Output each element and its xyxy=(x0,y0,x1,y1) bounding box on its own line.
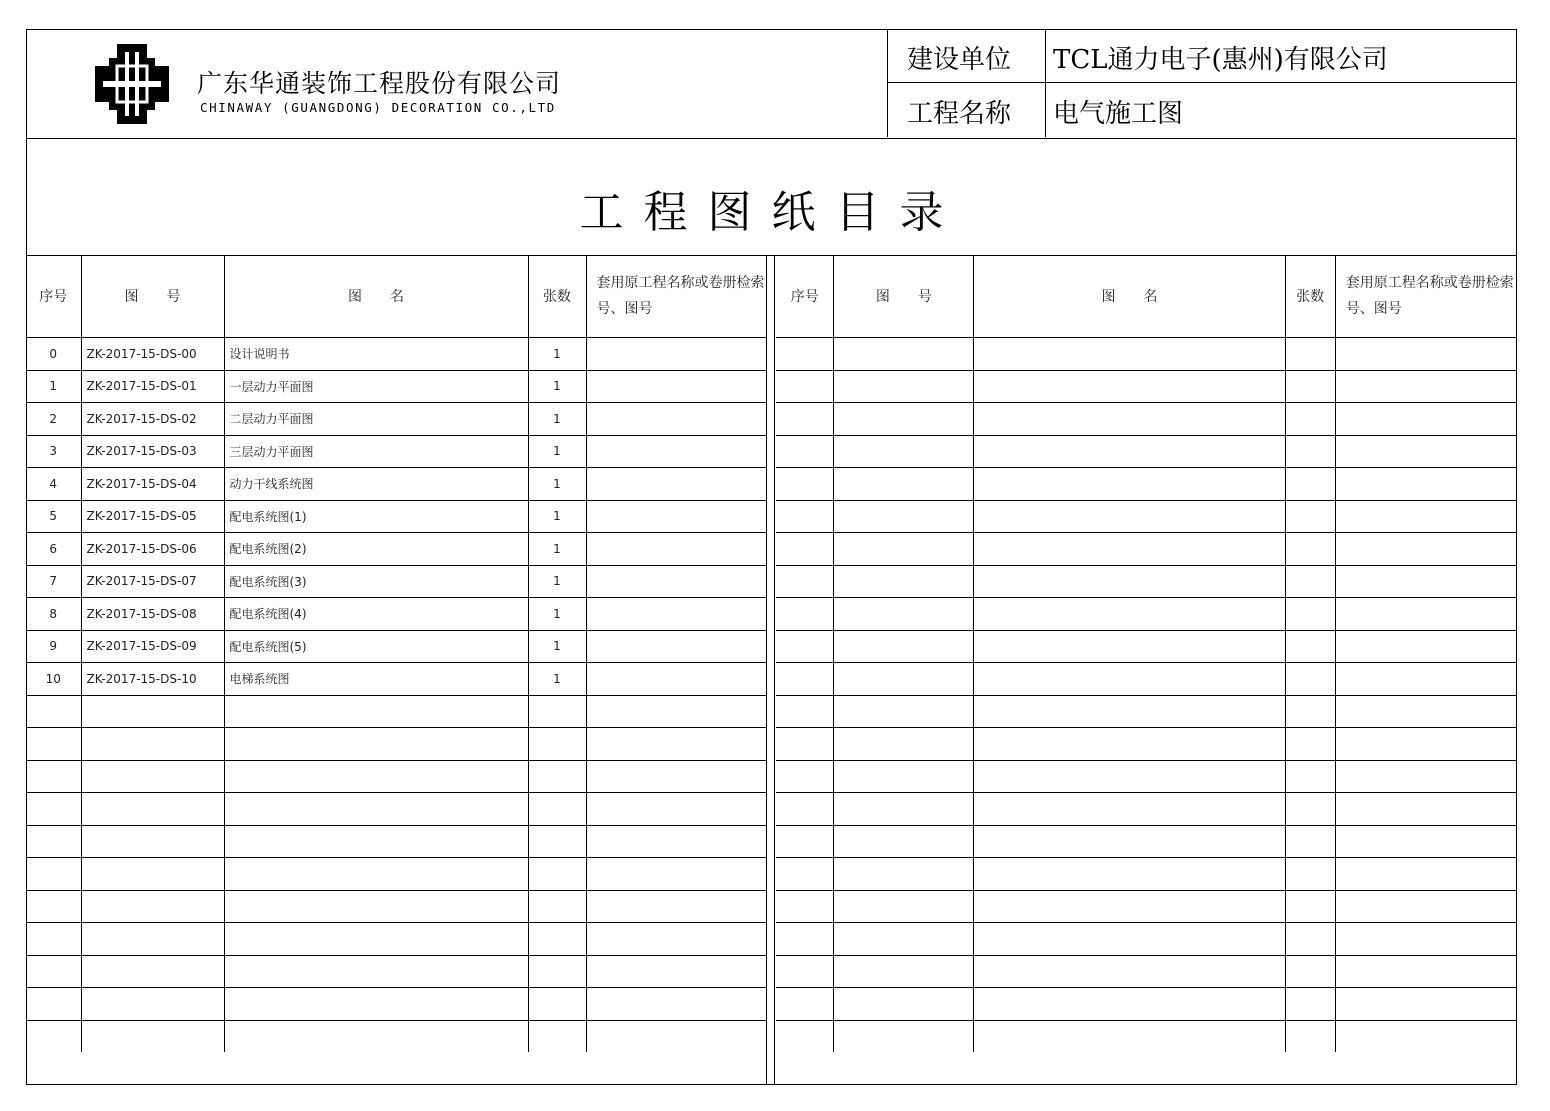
table-row xyxy=(776,435,1516,468)
cell-remark xyxy=(586,923,766,956)
cell-drawing-no xyxy=(834,890,974,923)
cell-drawing-no xyxy=(834,988,974,1021)
cell-drawing-no: ZK-2017-15-DS-00 xyxy=(81,338,224,371)
table-row xyxy=(776,728,1516,761)
cell-sheets xyxy=(1285,923,1335,956)
cell-drawing-name: 二层动力平面图 xyxy=(224,403,528,436)
table-row xyxy=(26,988,766,1021)
cell-drawing-name xyxy=(974,890,1286,923)
table-row xyxy=(26,760,766,793)
cell-seq xyxy=(776,955,834,988)
cell-seq: 7 xyxy=(26,565,81,598)
col-remark-header: 套用原工程名称或卷册检索号、图号 xyxy=(586,255,766,338)
cell-drawing-no: ZK-2017-15-DS-03 xyxy=(81,435,224,468)
cell-seq: 9 xyxy=(26,630,81,663)
cell-sheets xyxy=(1285,1020,1335,1052)
cell-sheets xyxy=(1285,630,1335,663)
cell-remark xyxy=(1335,533,1516,566)
cell-drawing-name xyxy=(974,565,1286,598)
cell-sheets: 1 xyxy=(528,663,586,696)
cell-remark xyxy=(1335,890,1516,923)
cell-sheets xyxy=(1285,793,1335,826)
cell-remark xyxy=(586,403,766,436)
cell-drawing-no xyxy=(81,955,224,988)
cell-drawing-no xyxy=(81,760,224,793)
cell-sheets xyxy=(528,793,586,826)
cell-drawing-name xyxy=(224,890,528,923)
cell-remark xyxy=(1335,858,1516,891)
cell-remark xyxy=(586,598,766,631)
cell-sheets xyxy=(1285,728,1335,761)
cell-drawing-name xyxy=(224,728,528,761)
cell-drawing-no: ZK-2017-15-DS-09 xyxy=(81,630,224,663)
table-row xyxy=(776,663,1516,696)
table-row xyxy=(26,370,766,403)
cell-drawing-name xyxy=(224,923,528,956)
cell-remark xyxy=(1335,695,1516,728)
cell-drawing-no xyxy=(834,435,974,468)
table-row xyxy=(26,793,766,826)
cell-drawing-no xyxy=(834,533,974,566)
cell-sheets: 1 xyxy=(528,630,586,663)
cell-seq xyxy=(776,890,834,923)
catalog-table-right xyxy=(776,255,1516,1052)
table-row xyxy=(26,403,766,436)
cell-remark xyxy=(586,468,766,501)
cell-seq xyxy=(776,468,834,501)
cell-seq xyxy=(776,793,834,826)
cell-drawing-name: 配电系统图(3) xyxy=(224,565,528,598)
project-label: 工程名称 xyxy=(907,99,1012,129)
cell-seq xyxy=(26,1020,81,1052)
cell-sheets xyxy=(1285,500,1335,533)
cell-sheets xyxy=(1285,435,1335,468)
col-seq-header: 序号 xyxy=(776,255,834,338)
cell-drawing-name xyxy=(974,630,1286,663)
cell-remark xyxy=(586,630,766,663)
table-row xyxy=(776,695,1516,728)
cell-drawing-no: ZK-2017-15-DS-10 xyxy=(81,663,224,696)
cell-seq xyxy=(776,825,834,858)
cell-drawing-no xyxy=(81,1020,224,1052)
table-row xyxy=(776,923,1516,956)
table-row xyxy=(26,695,766,728)
cell-seq xyxy=(776,533,834,566)
cell-seq xyxy=(26,760,81,793)
cell-sheets xyxy=(1285,338,1335,371)
cell-remark xyxy=(586,533,766,566)
table-row xyxy=(776,825,1516,858)
cell-sheets xyxy=(1285,890,1335,923)
cell-drawing-name xyxy=(974,663,1286,696)
cell-drawing-no xyxy=(81,923,224,956)
table-row xyxy=(26,533,766,566)
cell-remark xyxy=(586,760,766,793)
cell-remark xyxy=(1335,955,1516,988)
cell-drawing-name xyxy=(974,825,1286,858)
cell-remark xyxy=(586,565,766,598)
cell-seq xyxy=(26,728,81,761)
cell-remark xyxy=(586,338,766,371)
cell-sheets xyxy=(528,890,586,923)
table-row xyxy=(776,468,1516,501)
cell-remark xyxy=(586,695,766,728)
cell-drawing-name: 动力干线系统图 xyxy=(224,468,528,501)
cell-seq xyxy=(776,435,834,468)
table-row xyxy=(26,598,766,631)
cell-remark xyxy=(1335,988,1516,1021)
table-row xyxy=(776,988,1516,1021)
cell-drawing-no: ZK-2017-15-DS-01 xyxy=(81,370,224,403)
cell-remark xyxy=(586,500,766,533)
table-row xyxy=(26,663,766,696)
cell-drawing-no: ZK-2017-15-DS-05 xyxy=(81,500,224,533)
cell-drawing-name xyxy=(974,923,1286,956)
client-label: 建设单位 xyxy=(907,45,1012,75)
cell-remark xyxy=(1335,923,1516,956)
cell-remark xyxy=(586,955,766,988)
cell-remark xyxy=(1335,760,1516,793)
cell-drawing-name xyxy=(974,760,1286,793)
cell-seq xyxy=(776,565,834,598)
cell-drawing-name xyxy=(974,988,1286,1021)
table-row xyxy=(776,955,1516,988)
cell-seq xyxy=(776,630,834,663)
cell-seq: 8 xyxy=(26,598,81,631)
cell-drawing-no xyxy=(834,565,974,598)
cell-sheets xyxy=(1285,370,1335,403)
cell-drawing-no xyxy=(834,500,974,533)
cell-drawing-no xyxy=(834,955,974,988)
cell-drawing-no xyxy=(81,695,224,728)
cell-remark xyxy=(1335,500,1516,533)
cell-seq: 6 xyxy=(26,533,81,566)
cell-sheets xyxy=(1285,598,1335,631)
cell-drawing-name xyxy=(974,370,1286,403)
table-row xyxy=(26,1020,766,1052)
cell-remark xyxy=(586,825,766,858)
table-row xyxy=(26,955,766,988)
cell-seq xyxy=(776,1020,834,1052)
table-row xyxy=(776,1020,1516,1052)
cell-drawing-no: ZK-2017-15-DS-06 xyxy=(81,533,224,566)
cell-sheets: 1 xyxy=(528,500,586,533)
cell-drawing-no: ZK-2017-15-DS-07 xyxy=(81,565,224,598)
table-row xyxy=(776,500,1516,533)
table-row xyxy=(776,760,1516,793)
col-sheets-header: 张数 xyxy=(528,255,586,338)
cell-seq xyxy=(776,338,834,371)
cell-seq xyxy=(26,890,81,923)
catalog-table-left xyxy=(26,255,767,1052)
header xyxy=(27,30,1516,139)
cell-sheets: 1 xyxy=(528,468,586,501)
project-info-block xyxy=(887,30,1516,137)
cell-remark xyxy=(1335,825,1516,858)
cell-seq xyxy=(26,793,81,826)
cell-sheets xyxy=(528,695,586,728)
company-name-en: CHINAWAY (GUANGDONG) DECORATION CO.,LTD xyxy=(200,100,556,115)
cell-remark xyxy=(586,1020,766,1052)
cell-remark xyxy=(1335,793,1516,826)
cell-remark xyxy=(1335,338,1516,371)
table-row xyxy=(776,403,1516,436)
cell-drawing-no xyxy=(834,663,974,696)
cell-seq xyxy=(26,858,81,891)
cell-drawing-name: 设计说明书 xyxy=(224,338,528,371)
table-row xyxy=(26,468,766,501)
col-remark-header: 套用原工程名称或卷册检索号、图号 xyxy=(1335,255,1516,338)
cell-seq xyxy=(26,923,81,956)
cell-remark xyxy=(1335,598,1516,631)
cell-drawing-no xyxy=(834,728,974,761)
cell-drawing-name: 一层动力平面图 xyxy=(224,370,528,403)
cell-remark xyxy=(1335,565,1516,598)
drawing-catalog-sheet xyxy=(26,29,1517,1085)
cell-remark xyxy=(1335,1020,1516,1052)
cell-seq: 0 xyxy=(26,338,81,371)
col-drawing-name-header: 图 名 xyxy=(224,255,528,338)
cell-sheets xyxy=(1285,565,1335,598)
cell-drawing-name xyxy=(974,533,1286,566)
cell-seq xyxy=(776,598,834,631)
cell-remark xyxy=(586,728,766,761)
cell-drawing-name xyxy=(224,858,528,891)
cell-drawing-no xyxy=(834,695,974,728)
cell-remark xyxy=(1335,370,1516,403)
cell-seq xyxy=(776,858,834,891)
cell-seq xyxy=(776,728,834,761)
company-name-cn: 广东华通装饰工程股份有限公司 xyxy=(197,69,562,98)
cell-drawing-no xyxy=(834,403,974,436)
cell-drawing-no xyxy=(834,630,974,663)
cell-seq xyxy=(26,695,81,728)
cell-remark xyxy=(1335,468,1516,501)
cell-seq: 2 xyxy=(26,403,81,436)
col-drawing-no-header: 图 号 xyxy=(81,255,224,338)
cell-sheets xyxy=(528,858,586,891)
cell-remark xyxy=(586,793,766,826)
cell-drawing-name xyxy=(974,858,1286,891)
cell-remark xyxy=(586,858,766,891)
cell-remark xyxy=(586,435,766,468)
cell-sheets: 1 xyxy=(528,533,586,566)
cell-seq: 10 xyxy=(26,663,81,696)
cell-remark xyxy=(1335,728,1516,761)
cell-drawing-no xyxy=(81,858,224,891)
cell-sheets: 1 xyxy=(528,435,586,468)
cell-drawing-name xyxy=(224,825,528,858)
col-seq-header: 序号 xyxy=(26,255,81,338)
cell-drawing-no xyxy=(834,858,974,891)
table-row xyxy=(26,923,766,956)
cell-drawing-name xyxy=(974,500,1286,533)
client-value: TCL通力电子(惠州)有限公司 xyxy=(1053,45,1388,75)
col-sheets-header: 张数 xyxy=(1285,255,1335,338)
table-row xyxy=(26,565,766,598)
cell-drawing-name: 配电系统图(4) xyxy=(224,598,528,631)
cell-seq: 5 xyxy=(26,500,81,533)
title-row xyxy=(27,138,1516,256)
project-value: 电气施工图 xyxy=(1053,99,1184,129)
cell-drawing-no xyxy=(834,1020,974,1052)
cell-drawing-name: 配电系统图(1) xyxy=(224,500,528,533)
cell-sheets xyxy=(1285,988,1335,1021)
table-row xyxy=(26,858,766,891)
table-row xyxy=(776,793,1516,826)
table-row xyxy=(26,500,766,533)
cell-sheets xyxy=(1285,533,1335,566)
cell-drawing-no xyxy=(834,370,974,403)
cell-drawing-no: ZK-2017-15-DS-04 xyxy=(81,468,224,501)
cell-sheets xyxy=(1285,695,1335,728)
cell-remark xyxy=(586,370,766,403)
cell-drawing-no: ZK-2017-15-DS-08 xyxy=(81,598,224,631)
cell-drawing-name xyxy=(224,988,528,1021)
cell-seq: 3 xyxy=(26,435,81,468)
cell-seq xyxy=(26,825,81,858)
col-drawing-name-header: 图 名 xyxy=(974,255,1286,338)
cell-seq xyxy=(776,663,834,696)
cell-seq xyxy=(776,988,834,1021)
cell-drawing-name: 三层动力平面图 xyxy=(224,435,528,468)
cell-sheets xyxy=(528,760,586,793)
cell-drawing-name: 电梯系统图 xyxy=(224,663,528,696)
cell-seq xyxy=(776,403,834,436)
cell-remark xyxy=(586,663,766,696)
cell-remark xyxy=(1335,663,1516,696)
cell-drawing-no xyxy=(834,468,974,501)
cell-drawing-name xyxy=(974,695,1286,728)
table-row xyxy=(776,858,1516,891)
cell-drawing-name xyxy=(974,955,1286,988)
cell-drawing-name xyxy=(974,403,1286,436)
cell-sheets xyxy=(528,728,586,761)
cell-sheets xyxy=(528,1020,586,1052)
cell-drawing-no xyxy=(834,793,974,826)
cell-sheets: 1 xyxy=(528,338,586,371)
cell-seq xyxy=(776,923,834,956)
cell-drawing-name xyxy=(224,793,528,826)
cell-sheets: 1 xyxy=(528,370,586,403)
table-row xyxy=(776,890,1516,923)
cell-sheets xyxy=(528,955,586,988)
cell-seq: 1 xyxy=(26,370,81,403)
cell-drawing-name xyxy=(224,1020,528,1052)
cell-drawing-no xyxy=(81,988,224,1021)
table-row xyxy=(776,565,1516,598)
cell-sheets xyxy=(1285,663,1335,696)
table-row xyxy=(26,825,766,858)
cell-drawing-name xyxy=(974,468,1286,501)
cell-sheets: 1 xyxy=(528,565,586,598)
cell-drawing-name xyxy=(974,598,1286,631)
cell-drawing-no: ZK-2017-15-DS-02 xyxy=(81,403,224,436)
table-header xyxy=(776,255,1516,338)
table-row xyxy=(776,598,1516,631)
table-row xyxy=(776,338,1516,371)
cell-sheets xyxy=(528,825,586,858)
cell-sheets: 1 xyxy=(528,598,586,631)
cell-drawing-no xyxy=(834,338,974,371)
cell-drawing-no xyxy=(834,825,974,858)
cell-sheets xyxy=(1285,825,1335,858)
page-title: 工程图纸目录 xyxy=(579,187,964,238)
table-gap xyxy=(766,255,775,1085)
cell-drawing-name xyxy=(974,793,1286,826)
cell-remark xyxy=(586,890,766,923)
col-drawing-no-header: 图 号 xyxy=(834,255,974,338)
cell-drawing-no xyxy=(81,728,224,761)
cell-drawing-name xyxy=(974,435,1286,468)
cell-sheets xyxy=(528,923,586,956)
cell-drawing-name xyxy=(974,1020,1286,1052)
cell-drawing-name xyxy=(974,338,1286,371)
cell-drawing-name xyxy=(224,695,528,728)
cell-seq xyxy=(776,370,834,403)
cell-remark xyxy=(586,988,766,1021)
cell-remark xyxy=(1335,435,1516,468)
table-row xyxy=(776,370,1516,403)
cell-drawing-name: 配电系统图(5) xyxy=(224,630,528,663)
cell-drawing-name xyxy=(224,955,528,988)
cell-seq: 4 xyxy=(26,468,81,501)
cell-drawing-no xyxy=(81,890,224,923)
cell-remark xyxy=(1335,630,1516,663)
cell-drawing-no xyxy=(81,793,224,826)
cell-drawing-no xyxy=(834,598,974,631)
cell-sheets xyxy=(1285,760,1335,793)
cell-seq xyxy=(26,988,81,1021)
table-header xyxy=(26,255,766,338)
cell-seq xyxy=(776,500,834,533)
table-row xyxy=(26,435,766,468)
cell-seq xyxy=(776,760,834,793)
cell-drawing-no xyxy=(834,923,974,956)
cell-seq xyxy=(26,955,81,988)
table-row xyxy=(776,630,1516,663)
cell-drawing-name xyxy=(974,728,1286,761)
cell-sheets xyxy=(1285,403,1335,436)
cell-seq xyxy=(776,695,834,728)
cell-drawing-no xyxy=(81,825,224,858)
cell-sheets xyxy=(1285,468,1335,501)
cell-sheets xyxy=(1285,955,1335,988)
cell-drawing-name: 配电系统图(2) xyxy=(224,533,528,566)
table-row xyxy=(26,728,766,761)
table-row xyxy=(26,338,766,371)
cell-sheets: 1 xyxy=(528,403,586,436)
table-row xyxy=(776,533,1516,566)
company-logo-icon xyxy=(95,44,169,124)
cell-drawing-name xyxy=(224,760,528,793)
cell-remark xyxy=(1335,403,1516,436)
cell-sheets xyxy=(528,988,586,1021)
table-row xyxy=(26,890,766,923)
table-row xyxy=(26,630,766,663)
cell-sheets xyxy=(1285,858,1335,891)
cell-drawing-no xyxy=(834,760,974,793)
